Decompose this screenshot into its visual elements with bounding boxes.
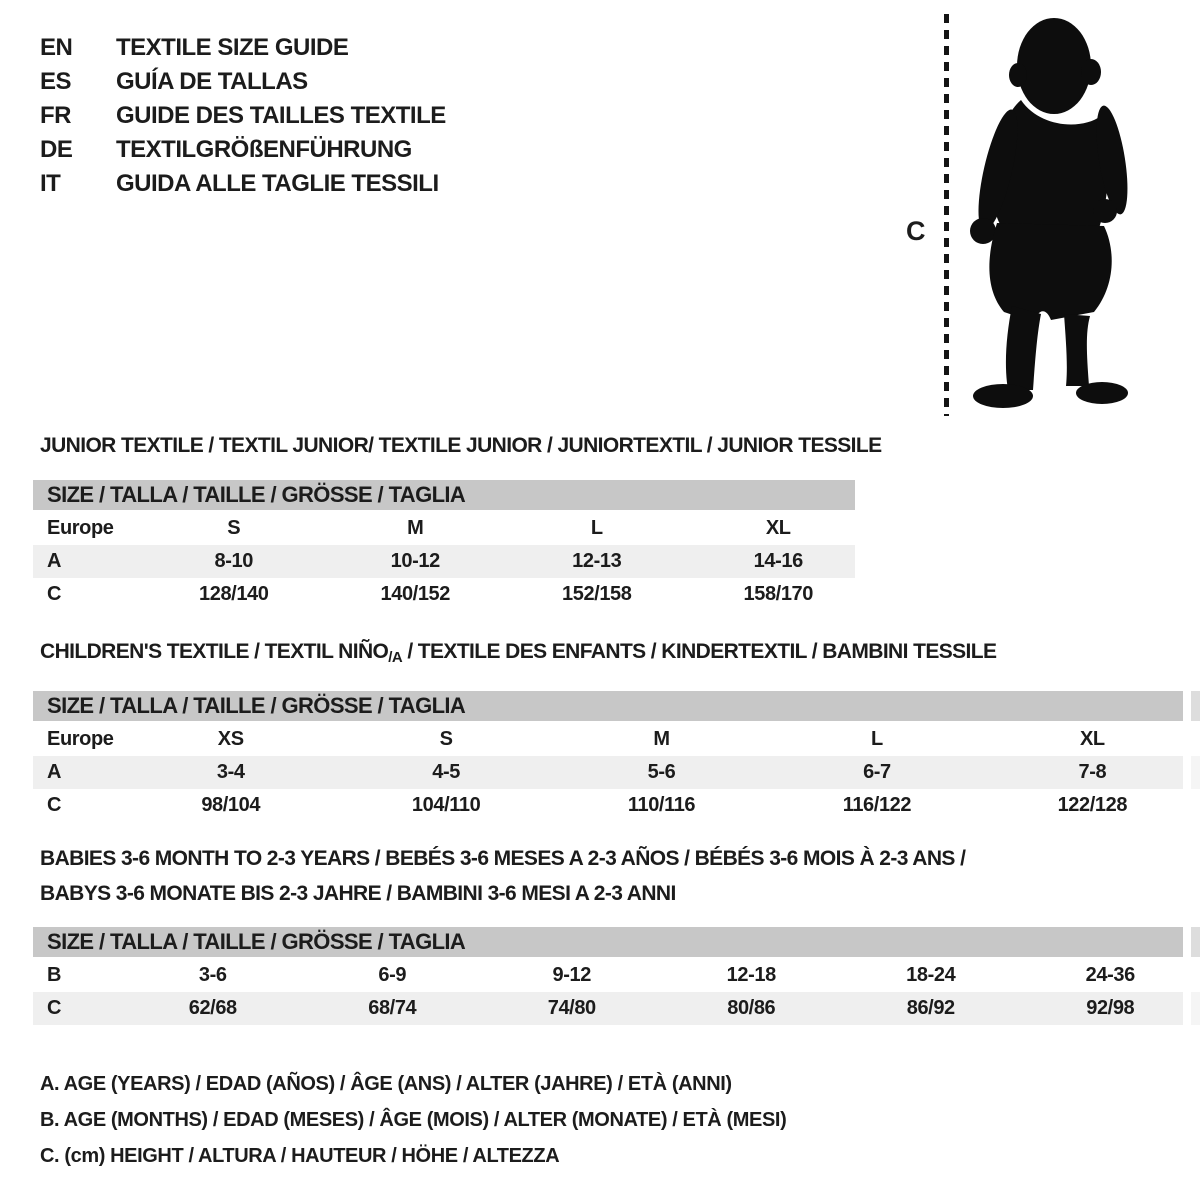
row-label: C — [47, 583, 62, 605]
children-title-post: / TEXTILE DES ENFANTS / KINDERTEXTIL / BAMBINI TESSILE — [402, 640, 997, 663]
age-cell: 3-4 — [216, 761, 245, 783]
language-row — [40, 31, 446, 65]
language-code: EN — [40, 34, 73, 61]
guide-title: GUIDE DES TAILLES TEXTILE — [116, 102, 446, 129]
height-cell: 104/110 — [411, 794, 481, 816]
measurement-legend — [40, 1066, 786, 1174]
age-cell: 12-13 — [572, 550, 622, 572]
height-measure-dashed-line — [944, 14, 949, 416]
left-ear — [1009, 63, 1027, 87]
toddler-silhouette-image — [963, 18, 1135, 418]
language-code: FR — [40, 102, 71, 129]
height-cell: 140/152 — [380, 583, 450, 605]
right-leg — [1064, 314, 1090, 386]
height-measure-label: C — [906, 216, 926, 246]
babies-section-title — [40, 841, 1140, 911]
babies-size-table — [33, 927, 1200, 1025]
height-cell: 74/80 — [547, 997, 596, 1019]
children-title-pre: CHILDREN'S TEXTILE / TEXTIL NIÑO — [40, 640, 389, 663]
months-cell: 24-36 — [1085, 964, 1135, 986]
size-header-bar — [33, 691, 1200, 721]
table-row-europe — [33, 512, 869, 545]
children-section-title — [40, 640, 996, 670]
guide-title: GUIDA ALLE TAGLIE TESSILI — [116, 170, 439, 197]
months-cell: 12-18 — [726, 964, 776, 986]
left-leg — [1006, 306, 1041, 390]
shorts — [989, 223, 1111, 322]
language-code: ES — [40, 68, 72, 95]
row-label: A — [47, 550, 62, 572]
height-cell: 158/170 — [743, 583, 813, 605]
children-title-sub: /A — [388, 649, 403, 666]
age-cell: 14-16 — [753, 550, 803, 572]
table-row-height — [33, 992, 1200, 1025]
babies-title-line2: BABYS 3-6 MONATE BIS 2-3 JAHRE / BAMBINI 3-6 MESI A 2-3 ANNI — [40, 882, 676, 905]
guide-title: TEXTILGRÖßENFÜHRUNG — [116, 136, 412, 163]
right-foot — [1076, 382, 1128, 404]
table-row-europe — [33, 723, 1200, 756]
height-cell: 86/92 — [906, 997, 955, 1019]
size-cell: XL — [1079, 728, 1105, 750]
right-hand — [1093, 199, 1117, 223]
language-title-list — [40, 31, 446, 201]
height-cell: 152/158 — [562, 583, 632, 605]
size-header-label: SIZE / TALLA / TAILLE / GRÖSSE / TAGLIA — [47, 929, 466, 954]
size-cell: M — [653, 728, 670, 750]
language-row — [40, 133, 446, 167]
legend-age-months: B. AGE (MONTHS) / EDAD (MESES) / ÂGE (MOIS) / ALTER (MONATE) / ETÀ (MESI) — [40, 1109, 787, 1131]
height-cell: 92/98 — [1086, 997, 1135, 1019]
size-header-label: SIZE / TALLA / TAILLE / GRÖSSE / TAGLIA — [47, 693, 466, 718]
age-cell: 5-6 — [647, 761, 676, 783]
table-row-age — [33, 545, 869, 578]
row-label: C — [47, 794, 62, 816]
table-row-height — [33, 578, 869, 611]
months-cell: 3-6 — [198, 964, 227, 986]
babies-title-line1: BABIES 3-6 MONTH TO 2-3 YEARS / BEBÉS 3-6 MESES A 2-3 AÑOS / BÉBÉS 3-6 MOIS À 2-3 ANS / — [40, 847, 966, 870]
left-hand — [970, 218, 996, 244]
table-row-height — [33, 789, 1200, 822]
height-cell: 98/104 — [201, 794, 261, 816]
height-cell: 62/68 — [188, 997, 237, 1019]
age-cell: 4-5 — [432, 761, 460, 783]
guide-title: TEXTILE SIZE GUIDE — [116, 34, 349, 61]
legend-height-cm: C. (cm) HEIGHT / ALTURA / HAUTEUR / HÖHE / ALTEZZA — [40, 1145, 560, 1167]
months-cell: 6-9 — [378, 964, 407, 986]
language-code: DE — [40, 136, 73, 163]
height-cell: 128/140 — [199, 583, 269, 605]
language-row — [40, 65, 446, 99]
size-cell: S — [227, 517, 241, 539]
months-cell: 9-12 — [552, 964, 591, 986]
size-header-label: SIZE / TALLA / TAILLE / GRÖSSE / TAGLIA — [47, 482, 466, 507]
row-label: Europe — [47, 728, 114, 750]
size-cell: S — [439, 728, 453, 750]
size-header-bar — [33, 927, 1200, 957]
row-label: A — [47, 761, 62, 783]
left-foot — [973, 384, 1033, 408]
age-cell: 8-10 — [214, 550, 253, 572]
children-size-table — [33, 691, 1200, 822]
height-cell: 68/74 — [368, 997, 417, 1019]
table-row-age — [33, 756, 1200, 789]
age-cell: 6-7 — [863, 761, 891, 783]
size-cell: M — [407, 517, 424, 539]
age-cell: 10-12 — [390, 550, 440, 572]
language-row — [40, 167, 446, 201]
months-cell: 18-24 — [906, 964, 956, 986]
size-cell: XS — [217, 728, 244, 750]
row-label: C — [47, 997, 62, 1019]
row-label: B — [47, 964, 62, 986]
guide-title: GUÍA DE TALLAS — [116, 68, 308, 95]
table-row-months — [33, 959, 1200, 992]
height-cell: 116/122 — [842, 794, 912, 816]
row-label: Europe — [47, 517, 114, 539]
size-cell: L — [871, 728, 883, 750]
junior-size-table — [33, 480, 869, 611]
height-cell: 122/128 — [1057, 794, 1128, 816]
right-ear — [1081, 59, 1101, 85]
size-cell: XL — [765, 517, 791, 539]
height-cell: 80/86 — [727, 997, 776, 1019]
language-row — [40, 99, 446, 133]
age-cell: 7-8 — [1078, 761, 1107, 783]
size-header-bar — [33, 480, 869, 510]
junior-section-title: JUNIOR TEXTILE / TEXTIL JUNIOR/ TEXTILE JUNIOR / JUNIORTEXTIL / JUNIOR TESSILE — [40, 434, 882, 457]
height-cell: 110/116 — [627, 794, 696, 816]
size-cell: L — [590, 517, 603, 539]
head — [1017, 18, 1091, 114]
legend-age-years: A. AGE (YEARS) / EDAD (AÑOS) / ÂGE (ANS) / ALTER (JAHRE) / ETÀ (ANNI) — [40, 1073, 732, 1095]
language-code: IT — [40, 170, 61, 197]
